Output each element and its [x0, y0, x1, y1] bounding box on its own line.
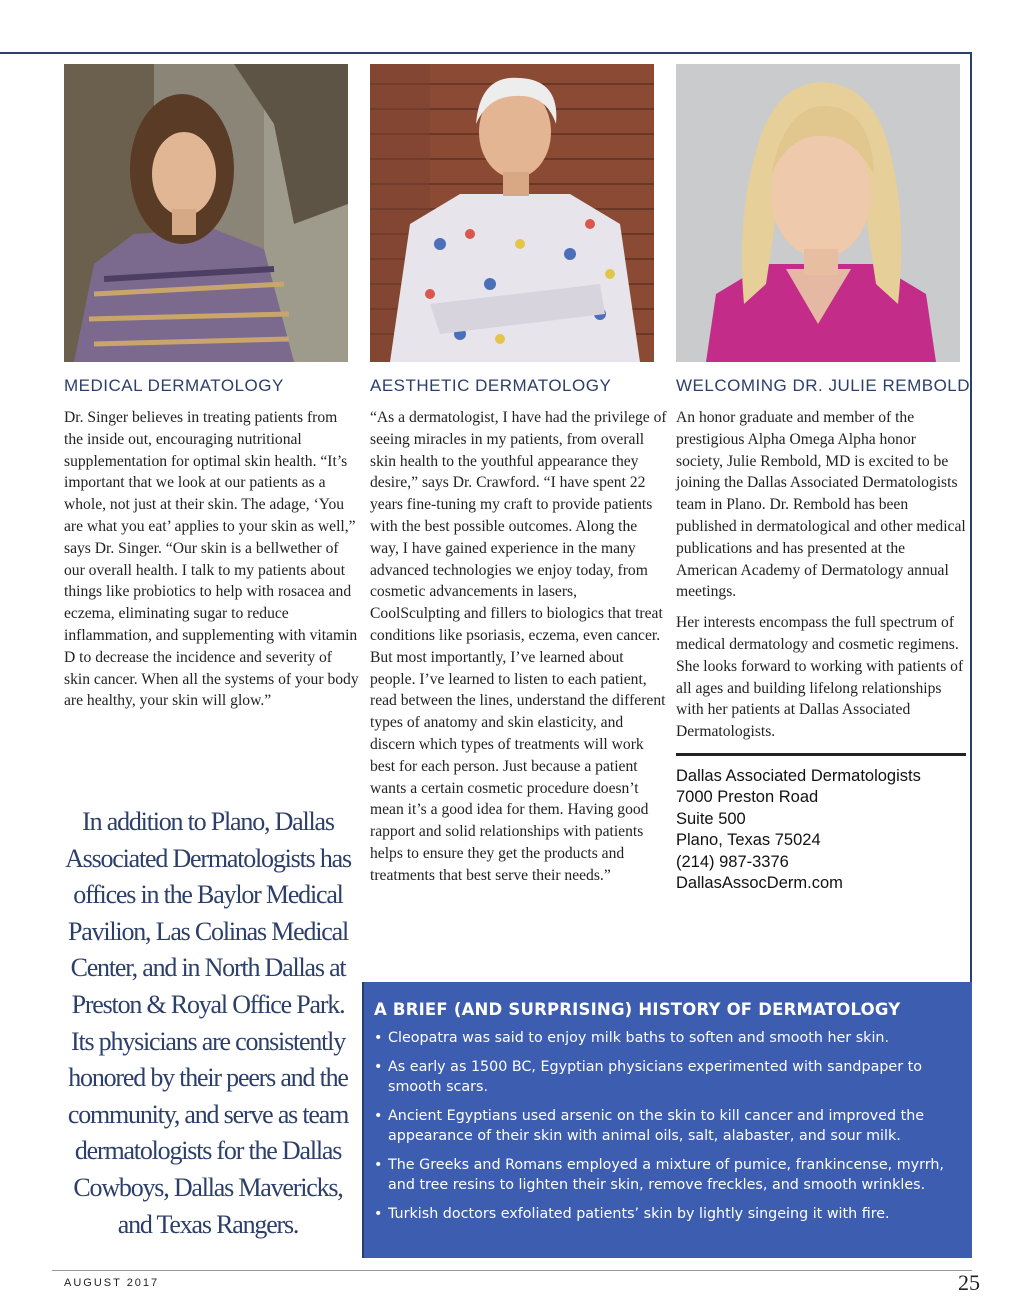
history-item: • Ancient Egyptians used arsenic on the skin to kill cancer and improved the appearance of their skin with animal oils, salt, alabaster, and sour milk.: [374, 1106, 962, 1147]
medical-paragraph: Dr. Singer believes in treating patients from the inside out, encouraging nutritional supplementation for optimal skin health. “It’s important that we look at our patients as a whole, not just at their skin. The adage, ‘You are what you eat’ applies to your skin as well,” says Dr. Singer. “Our skin is a bellwether of our overall health. I talk to my patients about things like probiotics to help with rosacea and eczema, eliminating sugar to reduce inflammation, and supplementing with vitamin D to decrease the incidence and severity of skin cancer. When all the systems of your body are healthy, your skin will glow.”: [64, 409, 359, 710]
medical-body: [64, 407, 360, 712]
address-block: [676, 766, 966, 895]
aesthetic-body: [370, 407, 667, 887]
page-number: 25: [958, 1270, 980, 1295]
issue-date: AUGUST 2017: [64, 1277, 160, 1289]
section-heading-welcoming: WELCOMING DR. JULIE REMBOLD: [676, 376, 971, 395]
column-medical-dermatology: [64, 376, 360, 721]
website-link[interactable]: DallasAssocDerm.com: [676, 874, 843, 893]
frame-top-line: [0, 52, 972, 54]
history-list: [374, 1028, 962, 1224]
practice-name: Dallas Associated Dermatologists: [676, 766, 921, 785]
section-heading-medical: MEDICAL DERMATOLOGY: [64, 376, 284, 395]
welcoming-paragraph-1: An honor graduate and member of the prestigious Alpha Omega Alpha honor society, Julie Rembold, MD is excited to be joining the Dallas Associated Dermatologists team in Plano. Dr. Rembold has been published in dermatological and other medical publications and has presented at the American Academy of Dermatology annual meetings.: [676, 409, 966, 601]
photo-dr-singer: [64, 64, 348, 362]
phone-number: (214) 987-3376: [676, 852, 789, 871]
history-box-title: A BRIEF (AND SURPRISING) HISTORY OF DERMATOLOGY: [374, 1000, 901, 1019]
history-item: • The Greeks and Romans employed a mixture of pumice, frankincense, myrrh, and tree resins to lighten their skin, remove freckles, and smooth wrinkles.: [374, 1155, 962, 1196]
history-item: • Turkish doctors exfoliated patients’ skin by lightly singeing it with fire.: [374, 1204, 962, 1225]
frame-right-line: [970, 52, 972, 982]
history-item: • As early as 1500 BC, Egyptian physicians experimented with sandpaper to smooth scars.: [374, 1057, 962, 1098]
welcoming-paragraph-2: Her interests encompass the full spectrum of medical dermatology and cosmetic regimens. She looks forward to working with patients of all ages and building lifelong relationships with her patients at Dallas Associated Dermatologists.: [676, 614, 964, 741]
history-box: [364, 982, 972, 1258]
section-heading-aesthetic: AESTHETIC DERMATOLOGY: [370, 376, 612, 395]
pull-quote: In addition to Plano, Dallas Associated Dermatologists has offices in the Baylor Medical Pavilion, Las Colinas Medical Center, and in North Dallas at Preston & Royal Office Park. Its physicians are consistently honored by their peers and the community, and serve as team dermatologists for the Dallas Cowboys, Dallas Mavericks, and Texas Rangers.: [65, 807, 351, 1239]
welcoming-body: [676, 407, 966, 743]
photo-dr-rembold: [676, 64, 960, 362]
aesthetic-paragraph: “As a dermatologist, I have had the privilege of seeing miracles in my patients, from overall skin health to the youthful appearance they desire,” says Dr. Crawford. “I have spent 22 years fine-tuning my craft to provide patients with the best possible outcomes. Along the way, I have gained experience in the many advanced technologies we enjoy today, from cosmetic advancements in lasers, CoolSculpting and fillers to biologics that treat conditions like psoriasis, eczema, even cancer. But most importantly, I’ve learned about people. I’ve learned to listen to each patient, read between the lines, understand the different types of anatomy and skin elasticity, and discern which types of treatments will work best for each person. Just because a patient wants a certain cosmetic procedure doesn’t mean it’s a good idea for them. Having good rapport and solid relationships with patients helps to ensure they get the products and treatments that best serve their needs.”: [370, 409, 667, 884]
column-welcoming-rembold: [676, 376, 971, 895]
street-address: 7000 Preston Road: [676, 788, 819, 807]
column-aesthetic-dermatology: [370, 376, 667, 896]
footer-divider: [52, 1270, 972, 1271]
address-divider: [676, 753, 966, 756]
photo-dr-crawford: [370, 64, 654, 362]
history-item: • Cleopatra was said to enjoy milk baths to soften and smooth her skin.: [374, 1028, 962, 1049]
city-state-zip: Plano, Texas 75024: [676, 831, 821, 850]
suite: Suite 500: [676, 809, 746, 828]
